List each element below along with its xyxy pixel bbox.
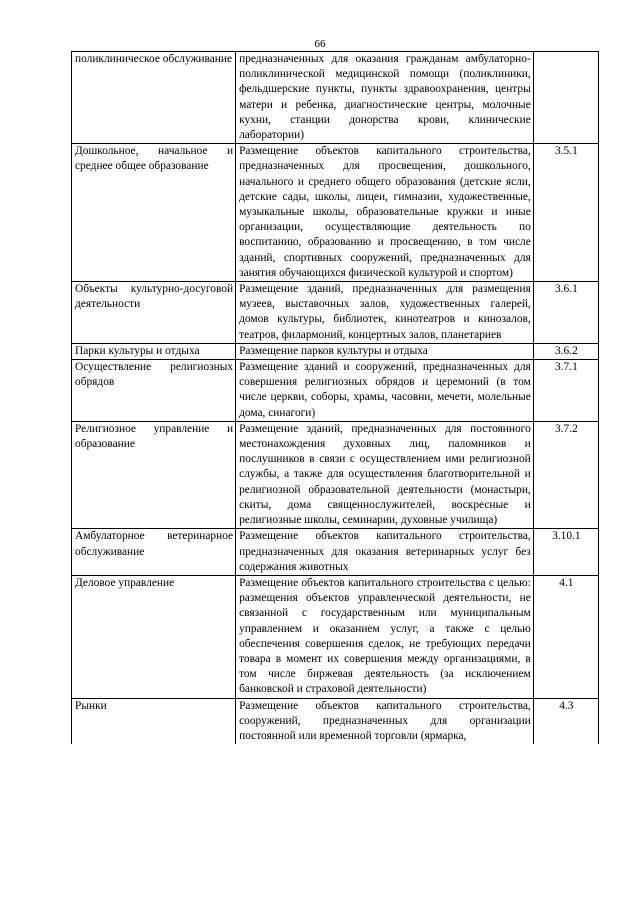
use-code: 3.10.1 [533,529,598,576]
table-row [72,575,599,698]
table-row [72,282,599,344]
table-row [72,698,599,744]
table-row [72,360,599,422]
use-description: Размещение зданий, предназначенных для размещения музеев, выставочных залов, художественных галерей, домов культуры, библиотек, кинотеатров и кинозалов, театров, филармоний, концертных залов, планетариев [236,282,534,344]
use-code: 3.7.2 [533,421,598,528]
use-code: 3.6.1 [533,282,598,344]
use-name: Дошкольное, начальное и среднее общее образование [72,144,236,282]
use-code: 3.7.1 [533,360,598,422]
use-name: Амбулаторное ветеринарное обслуживание [72,529,236,576]
use-description: Размещение парков культуры и отдыха [236,343,534,359]
use-name: Объекты культурно-досуговой деятельности [72,282,236,344]
use-code: 4.3 [533,698,598,744]
land-use-table [71,51,599,744]
use-code [533,52,598,144]
use-code: 3.6.2 [533,343,598,359]
table-row [72,144,599,282]
use-name: Парки культуры и отдыха [72,343,236,359]
use-description: Размещение зданий и сооружений, предназначенных для совершения религиозных обрядов и церемоний (в том числе церкви, соборы, храмы, часовни, мечети, молельные дома, синагоги) [236,360,534,422]
use-description: Размещение объектов капитального строительства, сооружений, предназначенных для организации постоянной или временной торговли (ярмарка, [236,698,534,744]
use-name: Рынки [72,698,236,744]
table-row [72,421,599,528]
page-number: 66 [314,38,326,50]
use-name: Осуществление религиозных обрядов [72,360,236,422]
use-description: Размещение объектов капитального строительства, предназначенных для оказания ветеринарных услуг без содержания животных [236,529,534,576]
use-code: 4.1 [533,575,598,698]
use-name: Деловое управление [72,575,236,698]
table-row [72,52,599,144]
use-code: 3.5.1 [533,144,598,282]
use-description: Размещение зданий, предназначенных для постоянного местонахождения духовных лиц, паломников и послушников в связи с осуществлением ими религиозной службы, а также для осуществления благотворительной и религиозной образовательной деятельности (монастыри, скиты, дома священнослужителей, воскресные и религиозные школы, семинарии, духовные училища) [236,421,534,528]
table-row [72,343,599,359]
use-description: Размещение объектов капитального строительства, предназначенных для просвещения, дошкольного, начального и среднего общего образования (детские ясли, детские сады, школы, лицеи, гимназии, художественные, музыкальные школы, образовательные кружки и иные организации, осуществляющие деятельность по воспитанию, образованию и просвещению, в том числе зданий, спортивных сооружений, предназначенных для занятия обучающихся физической культурой и спортом) [236,144,534,282]
use-name: Религиозное управление и образование [72,421,236,528]
use-name: поликлиническое обслуживание [72,52,236,144]
table-row [72,529,599,576]
use-description: предназначенных для оказания гражданам амбулаторно-поликлинической медицинской помощи (поликлиники, фельдшерские пункты, пункты здравоохранения, центры матери и ребенка, диагностические центры, молочные кухни, станции донорства крови, клинические лаборатории) [236,52,534,144]
use-description: Размещение объектов капитального строительства с целью: размещения объектов управленческой деятельности, не связанной с государственным или муниципальным управлением и оказанием услуг, а также с целью обеспечения совершения сделок, не требующих передачи товара в момент их совершения между организациями, в том числе биржевая деятельность (за исключением банковской и страховой деятельности) [236,575,534,698]
